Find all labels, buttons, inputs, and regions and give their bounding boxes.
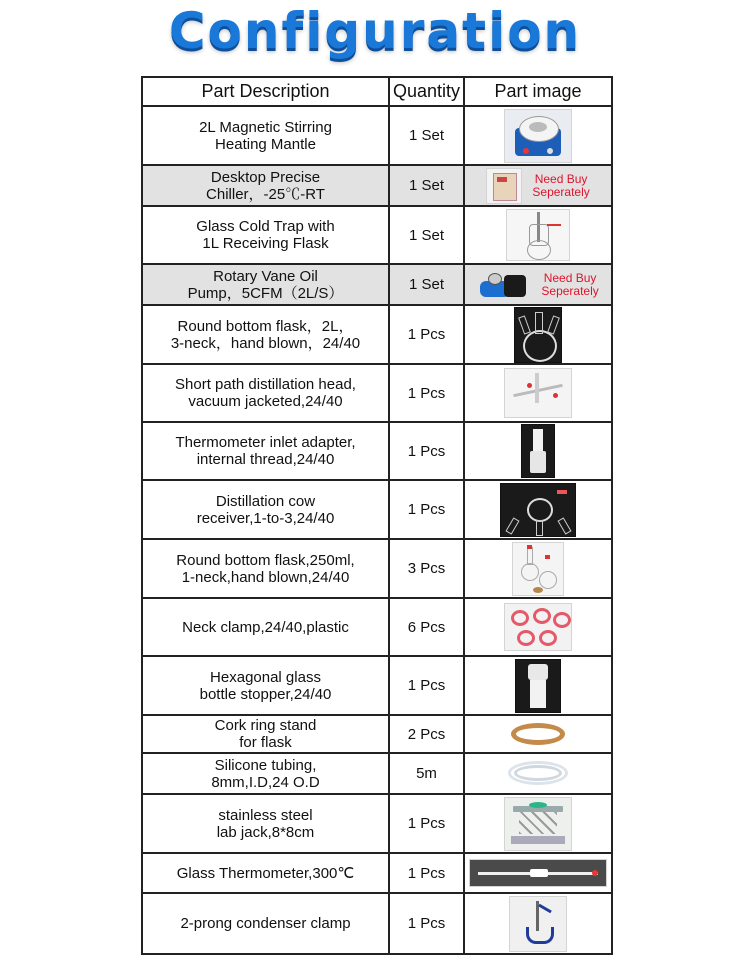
header-description: Part Description [142, 77, 389, 106]
part-image-cell [464, 715, 612, 753]
part-image-cell [464, 853, 612, 893]
part-description: Silicone tubing, 8mm,I.D,24 O.D [142, 753, 389, 794]
part-image-cell [464, 165, 612, 206]
table-row [142, 106, 612, 165]
part-quantity: 1 Pcs [389, 364, 464, 422]
part-image-cell [464, 305, 612, 364]
part-image-cell [464, 422, 612, 480]
neck-clamp-icon [504, 603, 572, 651]
part-quantity: 1 Pcs [389, 656, 464, 715]
part-quantity: 1 Set [389, 106, 464, 165]
table-row [142, 715, 612, 753]
part-image-cell [464, 106, 612, 165]
table-row [142, 206, 612, 264]
part-description: Round bottom flask,250ml, 1-neck,hand blown,24/40 [142, 539, 389, 598]
part-description: Short path distillation head, vacuum jacketed,24/40 [142, 364, 389, 422]
part-description: Cork ring stand for flask [142, 715, 389, 753]
table-row [142, 853, 612, 893]
part-image-cell [464, 753, 612, 794]
part-description: Neck clamp,24/40,plastic [142, 598, 389, 656]
table-row [142, 753, 612, 794]
part-image-cell [464, 264, 612, 305]
table-row [142, 893, 612, 954]
page-title: Configuration [168, 2, 582, 60]
vacuum-pump-icon [477, 268, 531, 302]
part-description: Round bottom flask，2L， 3-neck，hand blown，24/40 [142, 305, 389, 364]
part-quantity: 1 Pcs [389, 422, 464, 480]
three-neck-flask-icon [514, 307, 562, 363]
part-quantity: 1 Pcs [389, 794, 464, 853]
header-image: Part image [464, 77, 612, 106]
glass-stopper-icon [515, 659, 561, 713]
table-row [142, 539, 612, 598]
part-quantity: 5m [389, 753, 464, 794]
lab-jack-icon [504, 797, 572, 851]
part-image-cell [464, 206, 612, 264]
table-header-row [142, 77, 612, 106]
part-quantity: 1 Set [389, 264, 464, 305]
need-buy-separately-note: Need Buy Seperately [532, 171, 590, 199]
part-description: Desktop Precise Chiller，-25℃-RT [142, 165, 389, 206]
part-description: Glass Cold Trap with 1L Receiving Flask [142, 206, 389, 264]
part-image-cell [464, 539, 612, 598]
part-description: Distillation cow receiver,1-to-3,24/40 [142, 480, 389, 539]
thermometer-adapter-icon [521, 424, 555, 478]
part-quantity: 6 Pcs [389, 598, 464, 656]
table-row [142, 794, 612, 853]
part-image-cell [464, 656, 612, 715]
part-image-cell [464, 364, 612, 422]
table-row [142, 598, 612, 656]
cold-trap-icon [506, 209, 570, 261]
header-quantity: Quantity [389, 77, 464, 106]
glass-thermometer-icon [469, 859, 607, 887]
part-description: Hexagonal glass bottle stopper,24/40 [142, 656, 389, 715]
silicone-tubing-icon [503, 756, 573, 792]
distillation-head-icon [504, 368, 572, 418]
table-row [142, 305, 612, 364]
part-description: Thermometer inlet adapter, internal thread,24/40 [142, 422, 389, 480]
part-description: Rotary Vane Oil Pump，5CFM（2L/S） [142, 264, 389, 305]
part-image-cell [464, 893, 612, 954]
table-row [142, 165, 612, 206]
cow-receiver-icon [500, 483, 576, 537]
part-quantity: 1 Set [389, 165, 464, 206]
configuration-table [141, 76, 613, 955]
part-image-cell [464, 598, 612, 656]
part-image-cell [464, 794, 612, 853]
heating-mantle-icon [504, 109, 572, 163]
small-flask-icon [512, 542, 564, 596]
part-image-cell [464, 480, 612, 539]
table-row [142, 364, 612, 422]
part-quantity: 1 Pcs [389, 305, 464, 364]
table-row [142, 422, 612, 480]
part-description: stainless steel lab jack,8*8cm [142, 794, 389, 853]
table-row [142, 656, 612, 715]
part-quantity: 2 Pcs [389, 715, 464, 753]
cork-ring-icon [508, 720, 568, 748]
part-quantity: 1 Pcs [389, 853, 464, 893]
part-quantity: 3 Pcs [389, 539, 464, 598]
table-row [142, 264, 612, 305]
part-description: 2-prong condenser clamp [142, 893, 389, 954]
need-buy-separately-note: Need Buy Seperately [541, 270, 599, 298]
table-row [142, 480, 612, 539]
part-description: 2L Magnetic Stirring Heating Mantle [142, 106, 389, 165]
part-quantity: 1 Pcs [389, 480, 464, 539]
part-description: Glass Thermometer,300℃ [142, 853, 389, 893]
part-quantity: 1 Pcs [389, 893, 464, 954]
chiller-icon [486, 168, 522, 204]
condenser-clamp-icon [509, 896, 567, 952]
part-quantity: 1 Set [389, 206, 464, 264]
